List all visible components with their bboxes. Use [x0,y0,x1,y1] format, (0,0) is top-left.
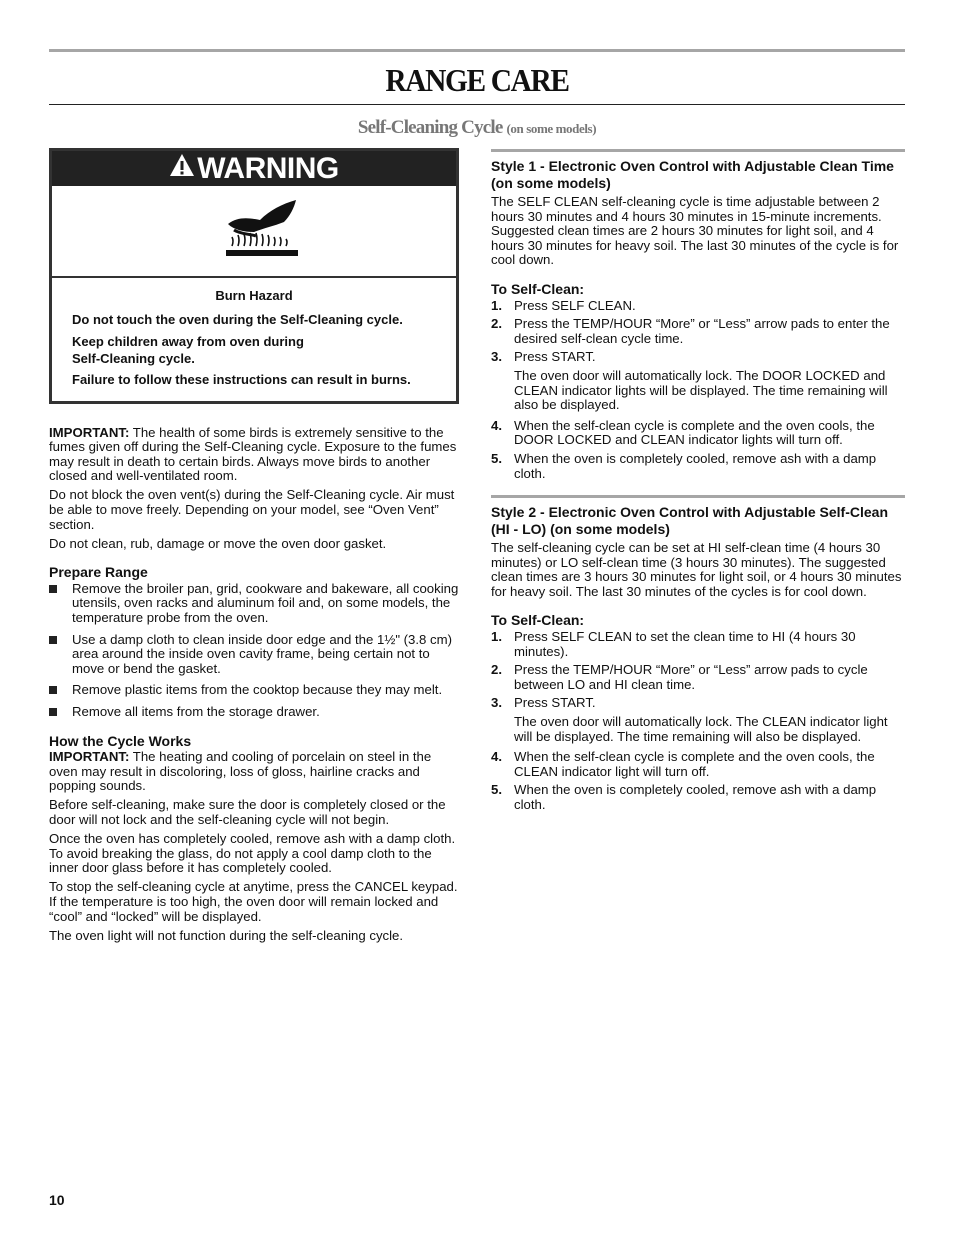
warning-box [49,148,459,404]
important-text: The health of some birds is extremely sensitive to the fumes given off during the Self-Cleaning cycle. Exposure to the fumes may result in death to certain birds. Always move birds to another closed and well-ventilated room. [49,424,457,484]
style2-rule [491,495,905,498]
list-item: Use a damp cloth to clean inside door edge and the 1½" (3.8 cm) area around the inside oven cavity frame, being certain not to move or bend the gasket. [49,633,461,677]
step-note: The oven door will automatically lock. The CLEAN indicator light will be displayed. The time remaining will also be displayed. [514,714,888,744]
vent-paragraph: Do not block the oven vent(s) during the Self-Cleaning cycle. Air must be able to move freely. Depending on your model, see “Oven Vent” section. [49,487,455,532]
warning-header [52,151,456,189]
style2-heading: Style 2 - Electronic Oven Control with Adjustable Self-Clean (HI - LO) (on some models) [491,504,888,538]
step-text: Press the TEMP/HOUR “More” or “Less” arrow pads to cycle between LO and HI clean time. [514,662,868,692]
page-title: RANGE CARE [385,62,569,98]
step-number: 2. [491,662,502,678]
cycle-paragraph: Before self-cleaning, make sure the door is completely closed or the door will not lock and the self-cleaning cycle will not begin. [49,797,446,828]
cycle-important-text: The heating and cooling of porcelain on steel in the oven may result in discoloring, loss of gloss, hairline cracks and popping sounds. [49,749,432,794]
cycle-paragraph: Once the oven has completely cooled, remove ash with a damp cloth. To avoid breaking the glass, do not apply a cool damp cloth to the inner door glass before it has completely cooled. [49,831,456,876]
step-item [491,750,905,779]
step-item [491,299,905,314]
warning-body [52,278,456,401]
important-label: IMPORTANT: [49,749,130,765]
warning-line: Failure to follow these instructions can result in burns. [72,372,411,387]
cycle-heading: How the Cycle Works [49,732,192,749]
step-text: When the self-clean cycle is complete and the oven cools, the DOOR LOCKED and CLEAN indicator lights will turn off. [514,417,875,448]
warning-icon-area [52,189,456,278]
step-text: When the oven is completely cooled, remove ash with a damp cloth. [514,782,877,812]
prepare-list [49,582,461,720]
section-subtitle: (on some models) [506,121,597,136]
page-number: 10 [49,1192,65,1208]
hazard-title: Burn Hazard [215,288,293,303]
style1-steps [491,299,905,482]
style2-subheading: To Self-Clean: [491,612,585,629]
list-item: Remove all items from the storage drawer. [49,705,461,720]
prepare-range-heading: Prepare Range [49,564,148,581]
warning-label: WARNING [197,152,339,185]
step-number: 5. [491,782,502,798]
step-text: Press START. [514,349,596,365]
step-number: 5. [491,450,502,466]
step-number: 2. [491,316,502,332]
important-paragraph [49,426,461,484]
step-text: When the oven is completely cooled, remove ash with a damp cloth. [514,450,877,481]
step-number: 1. [491,629,502,645]
warning-line: Keep children away from oven during Self-Cleaning cycle. [72,333,304,366]
style1-heading: Style 1 - Electronic Oven Control with Adjustable Clean Time (on some models) [491,158,894,191]
style1-intro: The SELF CLEAN self-cleaning cycle is time adjustable between 2 hours 30 minutes and 4 hours 30 minutes in 15-minute increments. Suggested clean times are 2 hours 30 minutes for light soil, and 4 hours 30 minutes for heavy soil. The last 30 minutes of the cycle is for cool down. [491,194,899,268]
step-text: Press the TEMP/HOUR “More” or “Less” arrow pads to enter the desired self-clean cycle time. [514,316,890,346]
cycle-paragraph: The oven light will not function during the self-cleaning cycle. [49,927,404,943]
style2-steps [491,630,905,813]
gasket-paragraph: Do not clean, rub, damage or move the oven door gasket. [49,535,387,551]
step-text: When the self-clean cycle is complete and the oven cools, the CLEAN indicator light will turn off. [514,749,875,779]
step-text: Press SELF CLEAN to set the clean time to HI (4 hours 30 minutes). [514,629,856,659]
step-text: Press SELF CLEAN. [514,297,636,313]
step-item [491,350,905,412]
warning-line: Do not touch the oven during the Self-Cleaning cycle. [72,312,403,327]
step-item [491,452,905,481]
right-column [491,149,905,817]
step-number: 4. [491,417,502,433]
style2-intro: The self-cleaning cycle can be set at HI self-clean time (4 hours 30 minutes) or LO self-clean time (3 hours 30 minutes). The suggested clean times are 3 hours 30 minutes for light soil, or 4 hours 30 minutes for heavy soil. The last 30 minutes of the cycles is for cool down. [491,540,902,599]
step-item [491,630,905,659]
title-rule [49,104,905,105]
step-item [491,663,905,692]
cycle-important-paragraph [49,750,461,794]
section-title [0,117,954,139]
step-number: 1. [491,297,502,313]
step-item [491,783,905,812]
step-item [491,696,905,744]
step-number: 3. [491,695,502,711]
top-rule [49,49,905,52]
section-title-text: Self-Cleaning Cycle [357,117,503,138]
step-note: The oven door will automatically lock. The DOOR LOCKED and CLEAN indicator lights will be displayed. The time remaining will also be displayed. [514,367,888,413]
style1-subheading: To Self-Clean: [491,280,585,297]
step-item [491,419,905,448]
step-item [491,317,905,346]
step-number: 4. [491,749,502,765]
important-label: IMPORTANT: [49,424,130,440]
warning-triangle-icon [169,150,195,185]
cycle-paragraph: To stop the self-cleaning cycle at anytime, press the CANCEL keypad. If the temperature is too high, the oven door will remain locked and “cool” and “locked” will be displayed. [49,879,458,924]
step-text: Press START. [514,695,596,711]
burn-hazard-hand-icon [224,198,300,264]
list-item: Remove plastic items from the cooktop because they may melt. [49,683,461,698]
style1-rule [491,149,905,152]
step-number: 3. [491,349,502,365]
list-item: Remove the broiler pan, grid, cookware and bakeware, all cooking utensils, oven racks and aluminum foil and, on some models, the temperature probe from the oven. [49,582,461,626]
left-column [49,148,461,948]
